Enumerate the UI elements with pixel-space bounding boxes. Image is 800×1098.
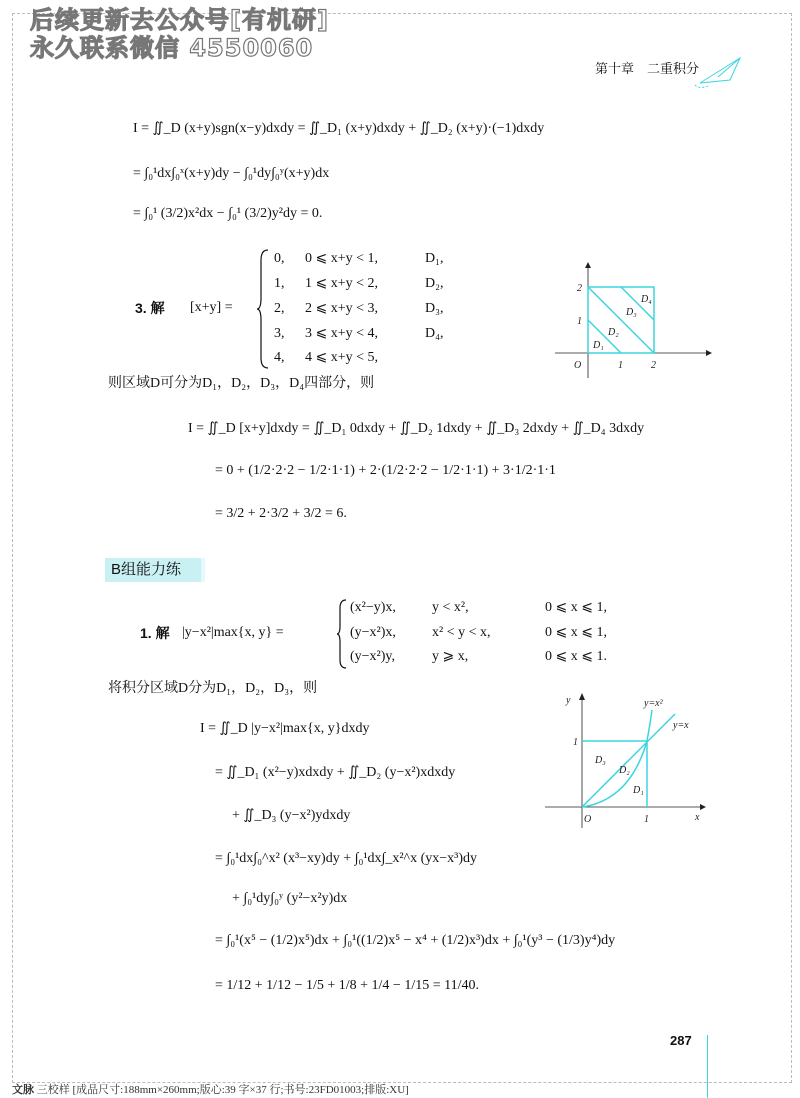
math-lhs: |y−x²|max{x, y} = <box>182 625 284 640</box>
case-region: D₁, <box>425 251 444 266</box>
origin-label: O <box>574 360 582 371</box>
chapter-header: 第十章 二重积分 <box>595 61 700 76</box>
y-axis-label: y <box>566 695 571 706</box>
case-range: 0 ⩽ x ⩽ 1, <box>545 625 607 640</box>
case-cond: y < x², <box>432 600 469 615</box>
case-value: 2, <box>274 301 285 316</box>
footer-text: 三校样 [成品尺寸:188mm×260mm;版心:39 字×37 行;书号:23FD01003;排版:XU] <box>36 1084 409 1096</box>
math-line: = 0 + (1/2·2·2 − 1/2·1·1) + 2·(1/2·2·2 − 1/2·1·1) + 3·1/2·1·1 <box>215 463 556 478</box>
case-cond: 2 ⩽ x+y < 3, <box>305 301 379 316</box>
region-label: D₁ <box>633 785 644 796</box>
case-value: (x²−y)x, <box>350 600 396 615</box>
case-value: 3, <box>274 326 285 341</box>
math-line: = 3/2 + 2·3/2 + 3/2 = 6. <box>215 506 347 521</box>
case-cond: x² < y < x, <box>432 625 491 640</box>
math-line: = ∫₀¹(x⁵ − (1/2)x⁵)dx + ∫₀¹((1/2)x⁵ − x⁴ + (1/2)x³)dx + ∫₀¹(y³ − (1/3)y⁴)dy <box>215 933 616 948</box>
brace <box>256 248 270 370</box>
math-line: + ∫₀¹dy∫₀ʸ (y²−x²y)dx <box>232 891 348 906</box>
region-label: D₃ <box>595 755 606 766</box>
case-value: 0, <box>274 251 285 266</box>
figure-curves <box>540 690 720 830</box>
paper-plane-icon <box>690 55 745 90</box>
tick-y-2: 2 <box>577 283 582 294</box>
math-lhs: [x+y] = <box>190 300 233 315</box>
problem-label: 3. 解 <box>135 300 165 316</box>
watermark-line-1: 后续更新去公众号[有机研] <box>30 6 329 34</box>
paragraph: 将积分区域D分为D₁，D₂，D₃，则 <box>108 681 318 696</box>
case-range: 0 ⩽ x ⩽ 1, <box>545 600 607 615</box>
tick-x-1: 1 <box>618 360 623 371</box>
math-line: = ∫₀¹dx∫₀^x² (x³−xy)dy + ∫₀¹dx∫_x²^x (yx−x³)dy <box>215 851 478 866</box>
case-cond: 1 ⩽ x+y < 2, <box>305 276 379 291</box>
case-cond: y ⩾ x, <box>432 649 469 664</box>
case-region: D₃, <box>425 301 444 316</box>
watermark-line-2: 永久联系微信 4550060 <box>30 34 314 62</box>
math-line: I = ∬_D |y−x²|max{x, y}dxdy <box>200 721 370 736</box>
tick-x-1: 1 <box>644 814 649 825</box>
case-value: 4, <box>274 350 285 365</box>
math-line: I = ∬_D (x+y)sgn(x−y)dxdy = ∬_D₁ (x+y)dxdy + ∬_D₂ (x+y)·(−1)dxdy <box>133 121 545 136</box>
accent-rule <box>707 1035 708 1098</box>
curve-label-parabola: y=x² <box>644 698 663 709</box>
case-cond: 0 ⩽ x+y < 1, <box>305 251 379 266</box>
page-number: 287 <box>670 1033 692 1048</box>
region-label: D₂ <box>608 327 619 338</box>
math-line: + ∬_D₃ (y−x²)ydxdy <box>232 808 351 823</box>
tick-x-2: 2 <box>651 360 656 371</box>
region-label: D₄ <box>641 294 652 305</box>
math-line: = ∫₀¹ (3/2)x²dx − ∫₀¹ (3/2)y²dy = 0. <box>133 206 323 221</box>
tick-y-1: 1 <box>577 316 582 327</box>
tick-y-1: 1 <box>573 737 578 748</box>
math-line: I = ∬_D [x+y]dxdy = ∬_D₁ 0dxdy + ∬_D₂ 1dxdy + ∬_D₃ 2dxdy + ∬_D₄ 3dxdy <box>188 421 645 436</box>
case-value: 1, <box>274 276 285 291</box>
case-value: (y−x²)x, <box>350 625 396 640</box>
brace <box>336 598 348 670</box>
case-value: (y−x²)y, <box>350 649 396 664</box>
case-cond: 4 ⩽ x+y < 5, <box>305 350 379 365</box>
figure-regions-square <box>540 260 720 380</box>
origin-label: O <box>584 814 592 825</box>
problem-label: 1. 解 <box>140 625 170 641</box>
page-border <box>12 13 792 1083</box>
region-label: D₃ <box>626 307 637 318</box>
math-line: = 1/12 + 1/12 − 1/5 + 1/8 + 1/4 − 1/15 = 11/40. <box>215 978 479 993</box>
print-footer <box>12 1083 409 1097</box>
region-label: D₂ <box>619 765 630 776</box>
section-heading: B组能力练 <box>105 558 205 582</box>
case-range: 0 ⩽ x ⩽ 1. <box>545 649 607 664</box>
case-region: D₂, <box>425 276 444 291</box>
math-line: = ∫₀¹dx∫₀ˣ(x+y)dy − ∫₀¹dy∫₀ʸ(x+y)dx <box>133 166 330 181</box>
region-label: D₁ <box>593 340 604 351</box>
case-cond: 3 ⩽ x+y < 4, <box>305 326 379 341</box>
math-line: = ∬_D₁ (x²−y)xdxdy + ∬_D₂ (y−x²)xdxdy <box>215 765 456 780</box>
footer-brand: 文脉 <box>12 1083 34 1096</box>
x-axis-label: x <box>695 812 700 823</box>
paragraph: 则区域D可分为D₁，D₂，D₃，D₄四部分，则 <box>108 376 375 391</box>
curve-label-line: y=x <box>673 720 689 731</box>
case-region: D₄, <box>425 326 444 341</box>
